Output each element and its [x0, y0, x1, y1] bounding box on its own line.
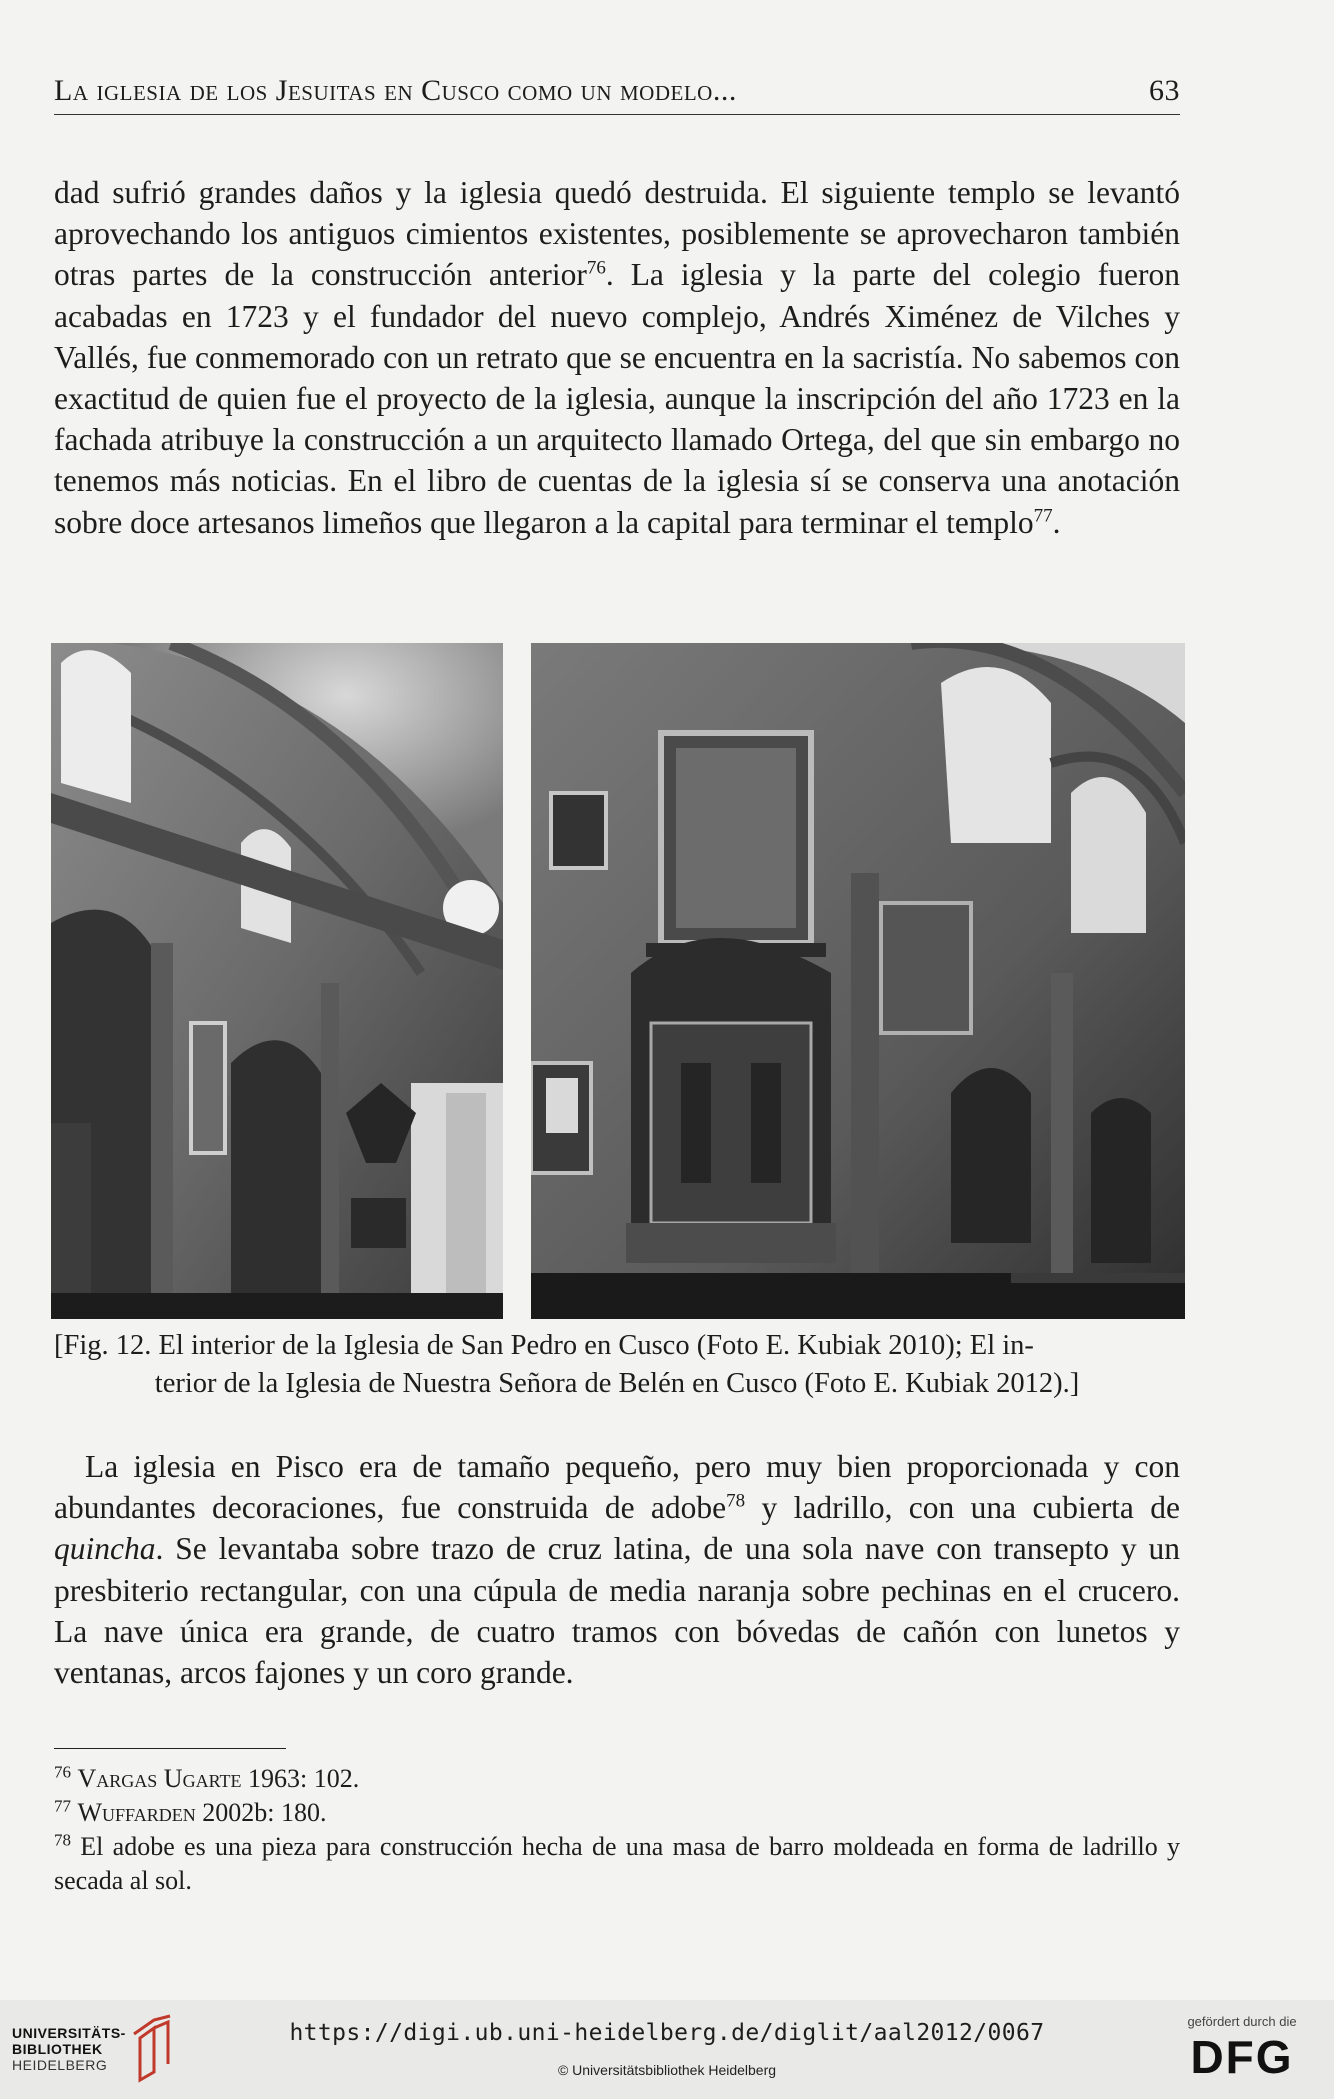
page-number: 63 — [1149, 74, 1180, 107]
footnote-author: Wuffarden — [77, 1798, 196, 1827]
footnote-ref-76[interactable]: 76 — [586, 257, 606, 279]
footnote-divider — [54, 1748, 286, 1749]
footnote-author: Vargas Ugarte — [77, 1764, 242, 1793]
dfg-logo: DFG — [1190, 2031, 1294, 2083]
viewer-footer — [0, 2000, 1334, 2099]
footnote-77 — [54, 1796, 1180, 1830]
permalink-url[interactable]: https://digi.ub.uni-heidelberg.de/diglit/aal2012/0067 — [289, 2020, 1045, 2046]
paragraph-1-text-b: . La iglesia y la parte del colegio fueron acabadas en 1723 y el fundador del nuevo complejo, Andrés Ximénez de Vilches y Vallés, fue conmemorado con un retrato que se encuentra en la sacristía. No sabemos con exactitud de quien fue el proyecto de la iglesia, aunque la inscripción del año 1723 en la fachada atribuye la construcción a un arquitecto llamado Ortega, del que sin embargo no tenemos más noticias. En el libro de cuentas de la iglesia sí se conserva una anotación sobre doce artesanos limeños que llegaron a la capital para terminar el templo — [54, 257, 1180, 540]
footnote-76 — [54, 1762, 1180, 1796]
paragraph-1 — [54, 172, 1180, 543]
footnote-ref-77[interactable]: 77 — [1033, 505, 1053, 527]
footnote-78 — [54, 1830, 1180, 1898]
figure-caption — [54, 1327, 1180, 1403]
copyright-notice: © Universitätsbibliothek Heidelberg — [557, 2062, 777, 2078]
paragraph-2-text-a: La iglesia en Pisco era de tamaño pequeño, pero muy bien proporcionada y con abundantes decoraciones, fue construida de adobe — [54, 1449, 1180, 1526]
footnote-number: 77 — [54, 1796, 71, 1816]
footnote-text: 1963: 102. — [241, 1764, 360, 1793]
caption-line-1: [Fig. 12. El interior de la Iglesia de San Pedro en Cusco (Foto E. Kubiak 2010); El in- — [54, 1330, 1034, 1361]
funder-tagline: gefördert durch die — [1187, 2014, 1297, 2029]
running-head-title: La iglesia de los Jesuitas en Cusco como un modelo... — [54, 74, 737, 107]
paragraph-2-italic-term: quincha — [54, 1531, 156, 1567]
footnotes — [54, 1762, 1180, 1898]
paragraph-1-text-c: . — [1052, 504, 1061, 540]
running-head — [54, 74, 1180, 115]
footnote-number: 76 — [54, 1762, 71, 1782]
paragraph-2-text-c: . Se levantaba sobre trazo de cruz latina, de una sola nave con transepto y un presbiterio rectangular, con una cúpula de media naranja sobre pechinas en el crucero. La nave única era grande, de cuatro tramos con bóvedas de cañón con lunetos y ventanas, arcos fajones y un coro grande. — [54, 1531, 1180, 1691]
footnote-text: El adobe es una pieza para construcción hecha de una masa de barro moldeada en forma de ladrillo y secada al sol. — [54, 1832, 1180, 1895]
footnote-ref-78[interactable]: 78 — [726, 1490, 746, 1512]
footnote-text: 2002b: 180. — [195, 1798, 327, 1827]
footnote-number: 78 — [54, 1830, 71, 1850]
photo-belen-interior — [531, 643, 1185, 1319]
caption-line-2: terior de la Iglesia de Nuestra Señora de Belén en Cusco (Foto E. Kubiak 2012).] — [154, 1368, 1080, 1399]
paragraph-2-text-b: y ladrillo, con una cubierta de — [745, 1490, 1180, 1526]
library-name: UNIVERSITÄTS- BIBLIOTHEK HEIDELBERG — [12, 2025, 126, 2073]
paragraph-2 — [54, 1446, 1180, 1693]
paragraph-1-text-a: dad sufrió grandes daños y la iglesia quedó destruida. El siguiente templo se levantó aprovechando los antiguos cimientos existentes, posiblemente se aprovecharon también otras partes de la construcción anterior — [54, 175, 1180, 293]
photo-san-pedro-interior — [51, 643, 503, 1319]
funder-block[interactable] — [1172, 2014, 1312, 2081]
